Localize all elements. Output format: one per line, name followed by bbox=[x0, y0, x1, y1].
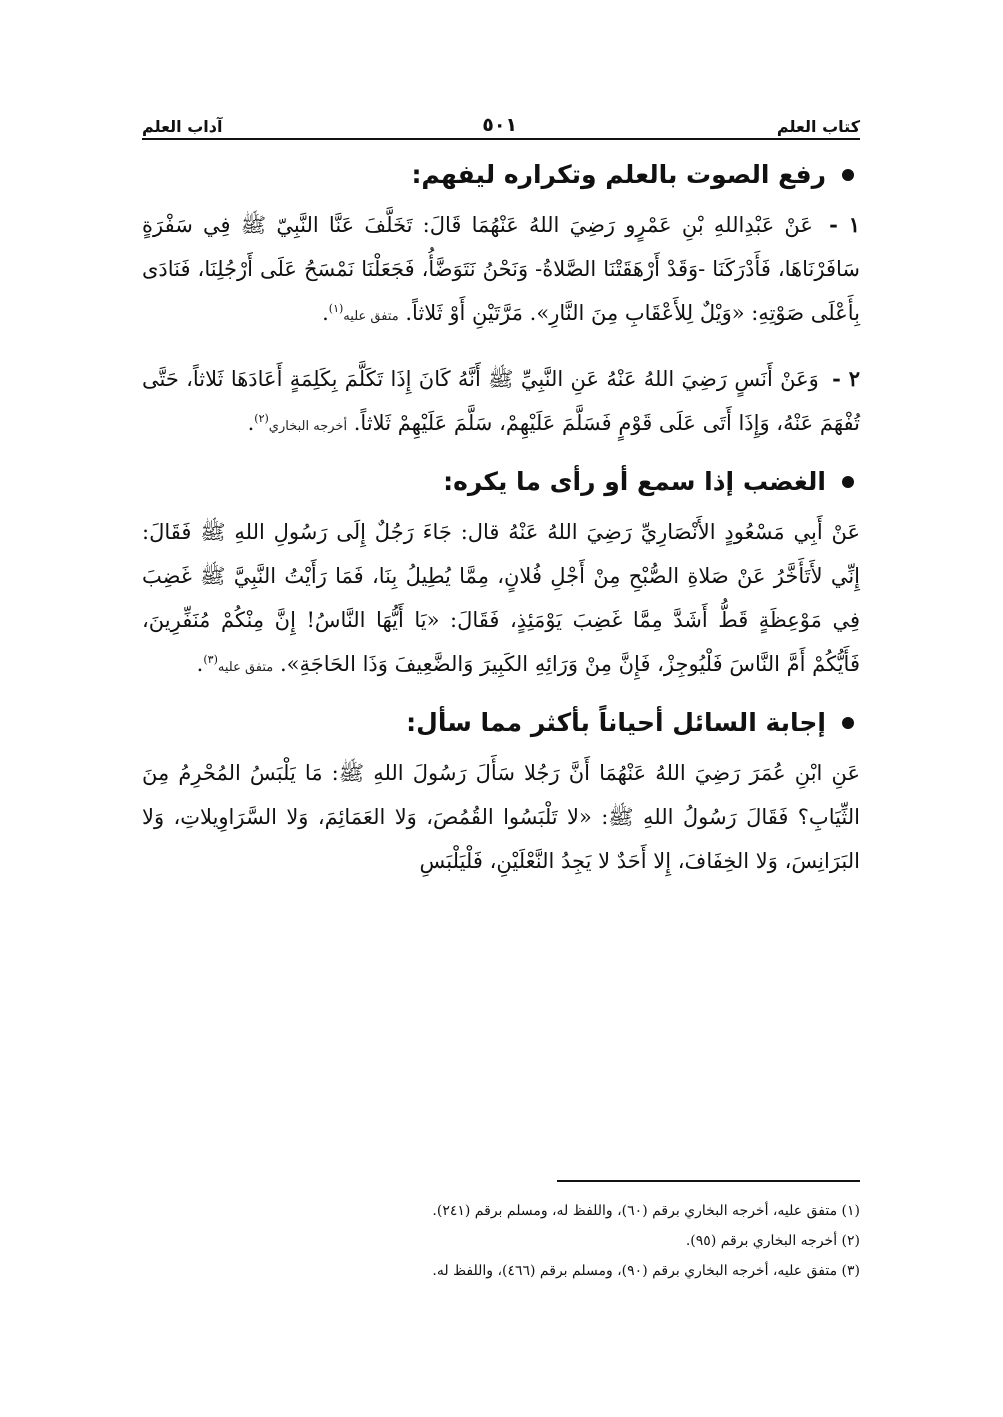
bullet-icon bbox=[842, 717, 854, 729]
hadith-number: ١ - bbox=[829, 212, 860, 237]
footnote: (١) متفق عليه، أخرجه البخاري برقم (٦٠)، واللفظ له، ومسلم برقم (٢٤١). bbox=[432, 1203, 860, 1219]
section-heading-text: الغضب إذا سمع أو رأى ما يكره: bbox=[443, 467, 826, 496]
section-title: آداب العلم bbox=[142, 117, 223, 136]
footnote-ref: (٣) bbox=[203, 653, 218, 666]
section-heading-text: رفع الصوت بالعلم وتكراره ليفهم: bbox=[411, 160, 826, 189]
page-number: ٥٠١ bbox=[482, 114, 518, 136]
footnote: (٢) أخرجه البخاري برقم (٩٥). bbox=[685, 1233, 860, 1249]
footnote-ref: (١) bbox=[328, 302, 344, 315]
hadith-text: عَنْ عَبْدِاللهِ بْنِ عَمْرٍو رَضِيَ اللهُ عَنْهُمَا قَالَ: تَخَلَّفَ عَنَّا النَّبِيّ ﷺ فِي سَفْرَةٍ سَافَرْنَاهَا، فَأَدْرَكَنَا -وَقَدْ أَرْهَقَتْنَا الصَّلاةُ- وَنَحْنُ نَتَوَضَّأُ، فَجَعَلْنَا نَمْسَحُ عَلَى أَرْجُلِنَا، فَنَادَى بِأَعْلَى صَوْتِهِ: «وَيْلٌ لِلأَعْقَابِ مِنَ النَّارِ». مَرَّتَيْنِ أَوْ ثَلاثاً. bbox=[142, 213, 860, 325]
hadith-number: ٢ - bbox=[832, 366, 860, 391]
chapter-title: كتاب العلم bbox=[776, 117, 860, 136]
hadith-text: عَنْ أَبِي مَسْعُودٍ الأَنْصَارِيِّ رَضِيَ اللهُ عَنْهُ قال: جَاءَ رَجُلٌ إِلَى رَسُولِ اللهِ ﷺ فَقَالَ: إِنِّي لأَتَأَخَّرُ عَنْ صَلاةِ الصُّبْحِ مِنْ أَجْلِ فُلانٍ، مِمَّا يُطِيلُ بِنَا، فَمَا رَأَيْتُ النَّبِيَّ ﷺ غَضِبَ فِي مَوْعِظَةٍ قَطُّ أَشَدَّ مِمَّا غَضِبَ يَوْمَئِذٍ، فَقَالَ: «يَا أَيُّهَا النَّاسُ! إِنَّ مِنْكُمْ مُنَفِّرِينَ، فَأَيُّكُمْ أَمَّ النَّاسَ فَلْيُوجِزْ، فَإِنَّ مِنْ وَرَائِهِ الكَبِيرَ وَالضَّعِيفَ وَذَا الحَاجَةِ». bbox=[142, 520, 860, 676]
bullet-icon bbox=[842, 476, 854, 488]
hadith-text: وَعَنْ أَنَسٍ رَضِيَ اللهُ عَنْهُ عَنِ النَّبِيِّ ﷺ أَنَّهُ كَانَ إِذَا تَكَلَّمَ بِكَلِمَةٍ أَعَادَهَا ثَلاثاً، حَتَّى تُفْهَمَ عَنْهُ، وَإِذَا أَتَى عَلَى قَوْمٍ فَسَلَّمَ عَلَيْهِمْ، سَلَّمَ عَلَيْهِمْ ثَلاثاً. bbox=[142, 367, 860, 435]
section-heading bbox=[142, 708, 860, 737]
section-heading bbox=[142, 467, 860, 496]
footnote: (٣) متفق عليه، أخرجه البخاري برقم (٩٠)، ومسلم برقم (٤٦٦)، واللفظ له. bbox=[432, 1263, 860, 1279]
footnotes bbox=[142, 1196, 860, 1286]
hadith-text: عَنِ ابْنِ عُمَرَ رَضِيَ اللهُ عَنْهُمَا أَنَّ رَجُلا سَأَلَ رَسُولَ اللهِ ﷺ: مَا يَلْبَسُ المُحْرِمُ مِنَ الثِّيَابِ؟ فَقَالَ رَسُولُ اللهِ ﷺ: «لا تَلْبَسُوا القُمُصَ، وَلا العَمَائِمَ، وَلا السَّرَاوِيلاتِ، وَلا البَرَانِسَ، وَلا الخِفَافَ، إِلا أَحَدٌ لا يَجِدُ النَّعْلَيْنِ، فَلْيَلْبَسِ bbox=[142, 761, 860, 873]
hadith-paragraph: عَنْ أَبِي مَسْعُودٍ الأَنْصَارِيِّ رَضِيَ اللهُ عَنْهُ قال: جَاءَ رَجُلٌ إِلَى رَسُولِ اللهِ ﷺ فَقَالَ: إِنِّي لأَتَأَخَّرُ عَنْ صَلاةِ الصُّبْحِ مِنْ أَجْلِ فُلانٍ، مِمَّا يُطِيلُ بِنَا، فَمَا رَأَيْتُ النَّبِيَّ ﷺ غَضِبَ فِي مَوْعِظَةٍ قَطُّ أَشَدَّ مِمَّا غَضِبَ يَوْمَئِذٍ، فَقَالَ: «يَا أَيُّهَا النَّاسُ! إِنَّ مِنْكُمْ مُنَفِّرِينَ، فَأَيُّكُمْ أَمَّ النَّاسَ فَلْيُوجِزْ، فَإِنَّ مِنْ وَرَائِهِ الكَبِيرَ وَالضَّعِيفَ وَذَا الحَاجَةِ». متفق عليه$^{(٣)}$. bbox=[142, 520, 860, 676]
footnote-ref: (٢) bbox=[254, 412, 269, 425]
header-divider bbox=[142, 138, 860, 140]
section-heading bbox=[142, 160, 860, 189]
running-header bbox=[142, 102, 860, 136]
section-heading-text: إجابة السائل أحياناً بأكثر مما سأل: bbox=[406, 708, 826, 737]
hadith-source: أخرجه البخاري bbox=[268, 419, 348, 434]
footnote-divider bbox=[557, 1180, 860, 1182]
hadith-source: متفق عليه bbox=[217, 660, 274, 675]
main-content bbox=[142, 160, 860, 901]
hadith-source: متفق عليه bbox=[343, 309, 399, 324]
hadith-paragraph bbox=[142, 751, 860, 883]
bullet-icon bbox=[842, 169, 854, 181]
hadith-paragraph: ٢ - وَعَنْ أَنَسٍ رَضِيَ اللهُ عَنْهُ عَنِ النَّبِيِّ ﷺ أَنَّهُ كَانَ إِذَا تَكَلَّمَ بِكَلِمَةٍ أَعَادَهَا ثَلاثاً، حَتَّى تُفْهَمَ عَنْهُ، وَإِذَا أَتَى عَلَى قَوْمٍ فَسَلَّمَ عَلَيْهِمْ، سَلَّمَ عَلَيْهِمْ ثَلاثاً. أخرجه البخاري$^{(٢)}$. bbox=[142, 366, 860, 435]
hadith-paragraph: ١ - عَنْ عَبْدِاللهِ بْنِ عَمْرٍو رَضِيَ اللهُ عَنْهُمَا قَالَ: تَخَلَّفَ عَنَّا النَّبِيّ ﷺ فِي سَفْرَةٍ سَافَرْنَاهَا، فَأَدْرَكَنَا -وَقَدْ أَرْهَقَتْنَا الصَّلاةُ- وَنَحْنُ نَتَوَضَّأُ، فَجَعَلْنَا نَمْسَحُ عَلَى أَرْجُلِنَا، فَنَادَى بِأَعْلَى صَوْتِهِ: «وَيْلٌ لِلأَعْقَابِ مِنَ النَّارِ». مَرَّتَيْنِ أَوْ ثَلاثاً. متفق عليه$^{(١)}$. bbox=[142, 212, 860, 325]
